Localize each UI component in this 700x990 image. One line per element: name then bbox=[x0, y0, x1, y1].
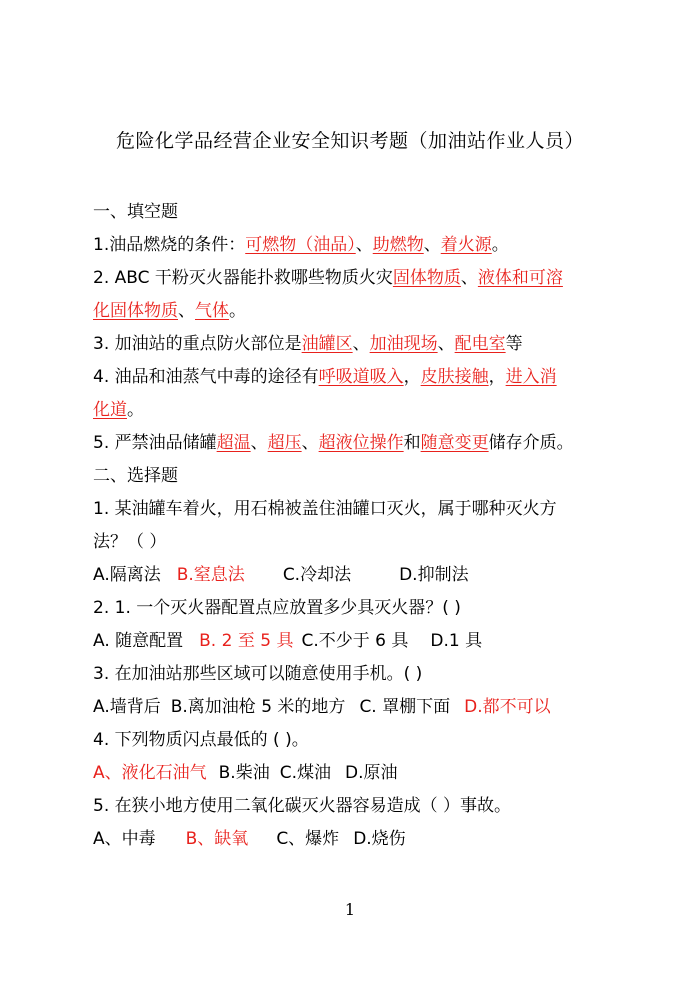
answer: 加油现场 bbox=[369, 334, 438, 354]
exam-content bbox=[93, 196, 623, 856]
answer: 皮肤接触 bbox=[420, 367, 489, 387]
option-a: A.墙背后 bbox=[93, 697, 161, 717]
fill-question-4: 4. 油品和油蒸气中毒的途径有呼吸道吸入，皮肤接触，进入消 bbox=[93, 367, 557, 387]
section-heading-fill-in: 一、填空题 bbox=[93, 202, 178, 222]
option-b-correct: B.窒息法 bbox=[176, 565, 245, 585]
answer: 可燃物（油品） bbox=[245, 235, 356, 255]
fill-question-2: 2. ABC 干粉灭火器能扑救哪些物质火灾固体物质、液体和可溶 bbox=[93, 268, 563, 288]
choice-options-5 bbox=[93, 823, 623, 856]
option-b-correct: B. 2 至 5 具 bbox=[199, 631, 294, 651]
option-d: D.原油 bbox=[345, 763, 398, 783]
answer: 配电室 bbox=[454, 334, 506, 354]
page-number: 1 bbox=[344, 900, 356, 919]
fill-question-4-cont: 化道。 bbox=[93, 400, 144, 420]
option-d-correct: D.都不可以 bbox=[464, 697, 551, 717]
option-b: B.离加油枪 5 米的地方 bbox=[170, 697, 346, 717]
choice-options-4 bbox=[93, 757, 623, 790]
fill-question-5: 5. 严禁油品储罐超温、超压、超液位操作和随意变更储存介质。 bbox=[93, 433, 574, 453]
answer: 油罐区 bbox=[301, 334, 353, 354]
option-c: C.煤油 bbox=[279, 763, 331, 783]
option-a: A.隔离法 bbox=[93, 565, 161, 585]
answer: 超压 bbox=[267, 433, 302, 453]
answer: 超温 bbox=[216, 433, 251, 453]
fill-question-2-cont: 化固体物质、气体。 bbox=[93, 301, 246, 321]
section-heading-choice: 二、选择题 bbox=[93, 466, 178, 486]
fill-question-1: 1.油品燃烧的条件：可燃物（油品）、助燃物、着火源。 bbox=[93, 235, 509, 255]
option-b-correct: B、缺氧 bbox=[185, 829, 249, 849]
choice-question-1-cont: 法？（ ） bbox=[93, 532, 167, 552]
option-c: C. 罩棚下面 bbox=[359, 697, 451, 717]
answer: 助燃物 bbox=[372, 235, 424, 255]
answer: 固体物质 bbox=[392, 268, 461, 288]
answer: 呼吸道吸入 bbox=[318, 367, 404, 387]
option-d: D.1 具 bbox=[430, 631, 483, 651]
option-a-correct: A、液化石油气 bbox=[93, 763, 207, 783]
option-d: D.抑制法 bbox=[399, 565, 469, 585]
choice-question-2: 2. 1. 一个灭火器配置点应放置多少具灭火器？( ) bbox=[93, 598, 461, 618]
option-c: C.不少于 6 具 bbox=[301, 631, 409, 651]
option-c: C.冷却法 bbox=[282, 565, 352, 585]
answer: 随意变更 bbox=[420, 433, 489, 453]
answer: 化固体物质 bbox=[93, 301, 178, 321]
answer: 着火源 bbox=[440, 235, 492, 255]
choice-question-1: 1. 某油罐车着火，用石棉被盖住油罐口灭火，属于哪种灭火方 bbox=[93, 499, 557, 519]
option-b: B.柴油 bbox=[218, 763, 270, 783]
option-c: C、爆炸 bbox=[276, 829, 340, 849]
option-d: D.烧伤 bbox=[353, 829, 406, 849]
answer: 液体和可溶 bbox=[477, 268, 563, 288]
answer: 气体 bbox=[195, 301, 229, 321]
answer: 化道 bbox=[93, 400, 127, 420]
choice-question-5: 5. 在狭小地方使用二氧化碳灭火器容易造成（ ）事故。 bbox=[93, 796, 512, 816]
option-a: A、中毒 bbox=[93, 829, 156, 849]
choice-options-1 bbox=[93, 559, 623, 592]
choice-question-3: 3. 在加油站那些区域可以随意使用手机。( ) bbox=[93, 664, 423, 684]
document-title: 危险化学品经营企业安全知识考题（加油站作业人员） bbox=[115, 130, 584, 152]
choice-options-3 bbox=[93, 691, 623, 724]
answer: 超液位操作 bbox=[318, 433, 404, 453]
answer: 进入消 bbox=[505, 367, 557, 387]
choice-options-2 bbox=[93, 625, 623, 658]
fill-question-3: 3. 加油站的重点防火部位是油罐区、加油现场、配电室等 bbox=[93, 334, 523, 354]
choice-question-4: 4. 下列物质闪点最低的 ( )。 bbox=[93, 730, 309, 750]
option-a: A. 随意配置 bbox=[93, 631, 184, 651]
